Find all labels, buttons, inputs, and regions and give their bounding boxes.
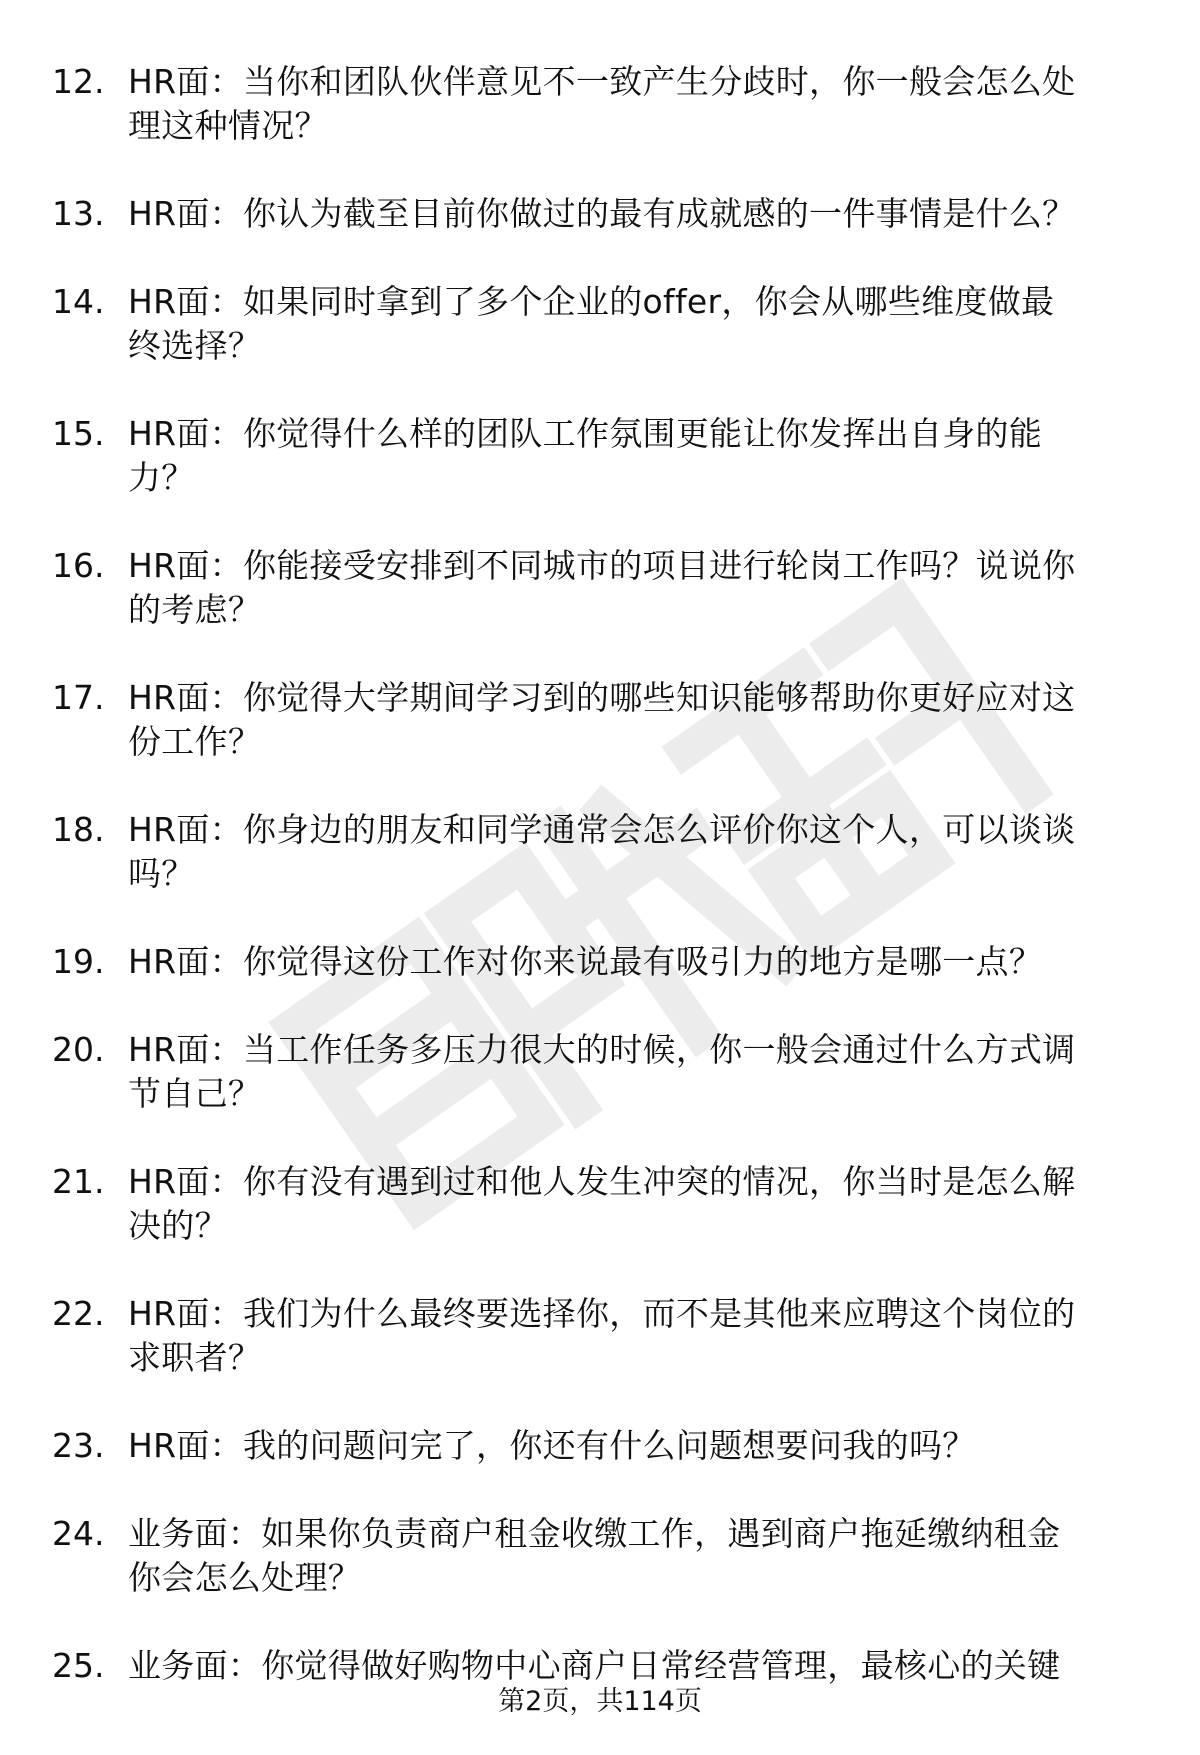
question-number: 15. <box>52 414 105 453</box>
list-item <box>0 808 1200 896</box>
question-text <box>128 1160 1160 1248</box>
question-text <box>128 280 1160 368</box>
question-line: 吗？ <box>128 854 195 893</box>
list-item <box>0 940 1200 984</box>
question-number: 25. <box>52 1646 105 1685</box>
question-line: 求职者？ <box>128 1338 262 1377</box>
question-number: 12. <box>52 62 105 101</box>
question-text <box>128 1028 1160 1116</box>
question-text <box>128 808 1160 896</box>
question-text <box>128 1424 1160 1468</box>
question-line: HR面：你身边的朋友和同学通常会怎么评价你这个人，可以谈谈 <box>128 810 1076 849</box>
question-text <box>128 676 1160 764</box>
list-item <box>0 1292 1200 1380</box>
question-text <box>128 544 1160 632</box>
question-line: HR面：如果同时拿到了多个企业的offer，你会从哪些维度做最 <box>128 282 1055 321</box>
list-item <box>0 1512 1200 1600</box>
question-text <box>128 60 1160 148</box>
question-number: 21. <box>52 1162 105 1201</box>
question-list <box>0 60 1200 1732</box>
question-number: 14. <box>52 282 105 321</box>
question-line: HR面：你认为截至目前你做过的最有成就感的一件事情是什么？ <box>128 194 1076 233</box>
question-line: HR面：我们为什么最终要选择你，而不是其他来应聘这个岗位的 <box>128 1294 1076 1333</box>
question-text <box>128 1292 1160 1380</box>
question-number: 16. <box>52 546 105 585</box>
list-item <box>0 544 1200 632</box>
list-item <box>0 1160 1200 1248</box>
question-number: 17. <box>52 678 105 717</box>
list-item <box>0 1028 1200 1116</box>
question-text <box>128 940 1160 984</box>
question-line: HR面：你有没有遇到过和他人发生冲突的情况，你当时是怎么解 <box>128 1162 1076 1201</box>
question-text <box>128 1512 1160 1600</box>
question-line: 你会怎么处理？ <box>128 1558 362 1597</box>
question-number: 19. <box>52 942 105 981</box>
question-line: HR面：你觉得大学期间学习到的哪些知识能够帮助你更好应对这 <box>128 678 1076 717</box>
question-number: 13. <box>52 194 105 233</box>
list-item <box>0 676 1200 764</box>
list-item <box>0 192 1200 236</box>
question-number: 22. <box>52 1294 105 1333</box>
question-line: 业务面：你觉得做好购物中心商户日常经营管理，最核心的关键 <box>128 1646 1061 1685</box>
question-line: HR面：我的问题问完了，你还有什么问题想要问我的吗？ <box>128 1426 976 1465</box>
list-item <box>0 60 1200 148</box>
question-line: HR面：你觉得什么样的团队工作氛围更能让你发挥出自身的能 <box>128 414 1043 453</box>
list-item <box>0 280 1200 368</box>
question-line: 终选择？ <box>128 326 262 365</box>
list-item <box>0 412 1200 500</box>
question-line: HR面：你能接受安排到不同城市的项目进行轮岗工作吗？说说你 <box>128 546 1076 585</box>
question-line: 节自己？ <box>128 1074 262 1113</box>
question-text <box>128 412 1160 500</box>
question-line: HR面：当你和团队伙伴意见不一致产生分歧时，你一般会怎么处 <box>128 62 1076 101</box>
question-line: 决的？ <box>128 1206 228 1245</box>
question-line: 理这种情况？ <box>128 106 328 145</box>
question-line: 力？ <box>128 458 195 497</box>
question-line: 业务面：如果你负责商户租金收缴工作，遇到商户拖延缴纳租金 <box>128 1514 1061 1553</box>
question-number: 20. <box>52 1030 105 1069</box>
question-number: 23. <box>52 1426 105 1465</box>
question-text <box>128 192 1160 236</box>
page-number-label: 第2页，共114页 <box>498 1686 702 1717</box>
question-number: 18. <box>52 810 105 849</box>
question-line: 份工作？ <box>128 722 262 761</box>
question-line: 的考虑？ <box>128 590 262 629</box>
page-footer <box>0 1682 1200 1722</box>
list-item <box>0 1424 1200 1468</box>
question-line: HR面：你觉得这份工作对你来说最有吸引力的地方是哪一点？ <box>128 942 1043 981</box>
question-line: HR面：当工作任务多压力很大的时候，你一般会通过什么方式调 <box>128 1030 1076 1069</box>
question-number: 24. <box>52 1514 105 1553</box>
